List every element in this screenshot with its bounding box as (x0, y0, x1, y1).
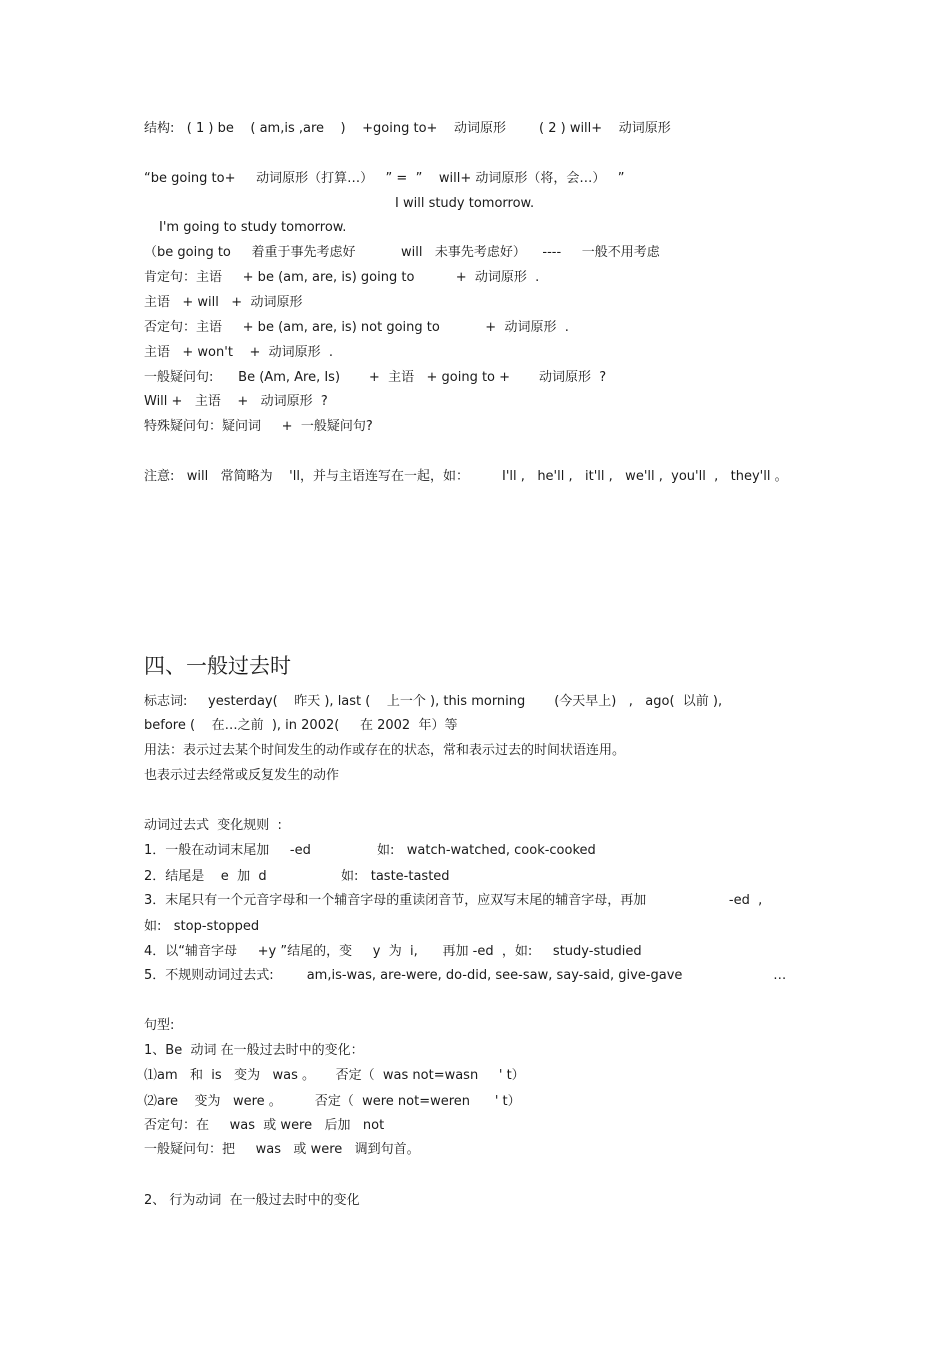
be-question-rule: 一般疑问句：把 was 或 were 调到句首。 (144, 1142, 420, 1157)
rule-3-line-1: 3．末尾只有一个元音字母和一个辅音字母的重读闭音节，应双写末尾的辅音字母，再加 -ed , (144, 893, 763, 908)
contraction-note: 注意: will 常简略为 'll，并与主语连写在一起，如： I'll , he'll , it'll , we'll , you'll , they'll 。 (144, 469, 788, 484)
negative-pattern-2: 主语 + won't + 动词原形 . (144, 345, 334, 360)
be-negative-rule: 否定句：在 was 或 were 后加 not (144, 1118, 385, 1133)
be-verb-title: 1、Be 动词 在一般过去时中的变化： (144, 1043, 364, 1058)
question-pattern-2: Will + 主语 + 动词原形 ? (144, 394, 328, 409)
structure-line: 结构: ( 1 ) be ( am,is ,are ) +going to+ 动词原形 ( 2 ) will+ 动词原形 (144, 121, 671, 136)
usage-note: （be going to 着重于事先考虑好 will 未事先考虑好） ---- 一般不用考虑 (144, 245, 660, 260)
rule-2: 2．结尾是 e 加 d 如: taste-tasted (144, 869, 450, 884)
rules-title: 动词过去式 变化规则 : (144, 818, 282, 833)
signal-words-1: 标志词: yesterday( 昨天 ), last ( 上一个 ), this morning (今天早上) , ago( 以前 ), (144, 694, 723, 709)
signal-words-2: before ( 在…之前 ), in 2002( 在 2002 年）等 (144, 718, 458, 733)
section-heading-past-tense: 四、一般过去时 (144, 654, 291, 678)
be-verb-rule-2: ⑵are 变为 were 。 否定（ were not=weren ' t） (144, 1094, 521, 1109)
action-verb-title: 2、 行为动词 在一般过去时中的变化 (144, 1193, 360, 1208)
patterns-title: 句型: (144, 1018, 175, 1033)
usage-line-2: 也表示过去经常或反复发生的动作 (144, 768, 340, 783)
example-going-to: I'm going to study tomorrow. (159, 220, 347, 235)
affirmative-pattern-2: 主语 + will + 动词原形 (144, 295, 303, 310)
usage-line-1: 用法：表示过去某个时间发生的动作或存在的状态，常和表示过去的时间状语连用。 (144, 743, 626, 758)
be-verb-rule-1: ⑴am 和 is 变为 was 。 否定（ was not=wasn ' t） (144, 1068, 525, 1083)
comparison-line: “be going to+ 动词原形（打算…） ” = ” will+ 动词原形（将，会…） ” (144, 171, 625, 186)
rule-3-line-2: 如: stop-stopped (144, 919, 260, 934)
negative-pattern-1: 否定句：主语 + be (am, are, is) not going to + 动词原形 . (144, 320, 569, 335)
question-pattern-1: 一般疑问句: Be (Am, Are, Is) + 主语 + going to + 动词原形 ? (144, 370, 607, 385)
rule-4: 4．以“辅音字母 +y ”结尾的，变 y 为 i, 再加 -ed ，如: study-studied (144, 944, 642, 959)
wh-question-pattern: 特殊疑问句：疑问词 + 一般疑问句? (144, 419, 373, 434)
example-will: I will study tomorrow. (395, 196, 535, 211)
affirmative-pattern-1: 肯定句：主语 + be (am, are, is) going to + 动词原形 . (144, 270, 540, 285)
rule-5: 5．不规则动词过去式: am,is-was, are-were, do-did, see-saw, say-said, give-gave … (144, 968, 787, 983)
rule-1: 1．一般在动词末尾加 -ed 如: watch-watched, cook-cooked (144, 843, 596, 858)
